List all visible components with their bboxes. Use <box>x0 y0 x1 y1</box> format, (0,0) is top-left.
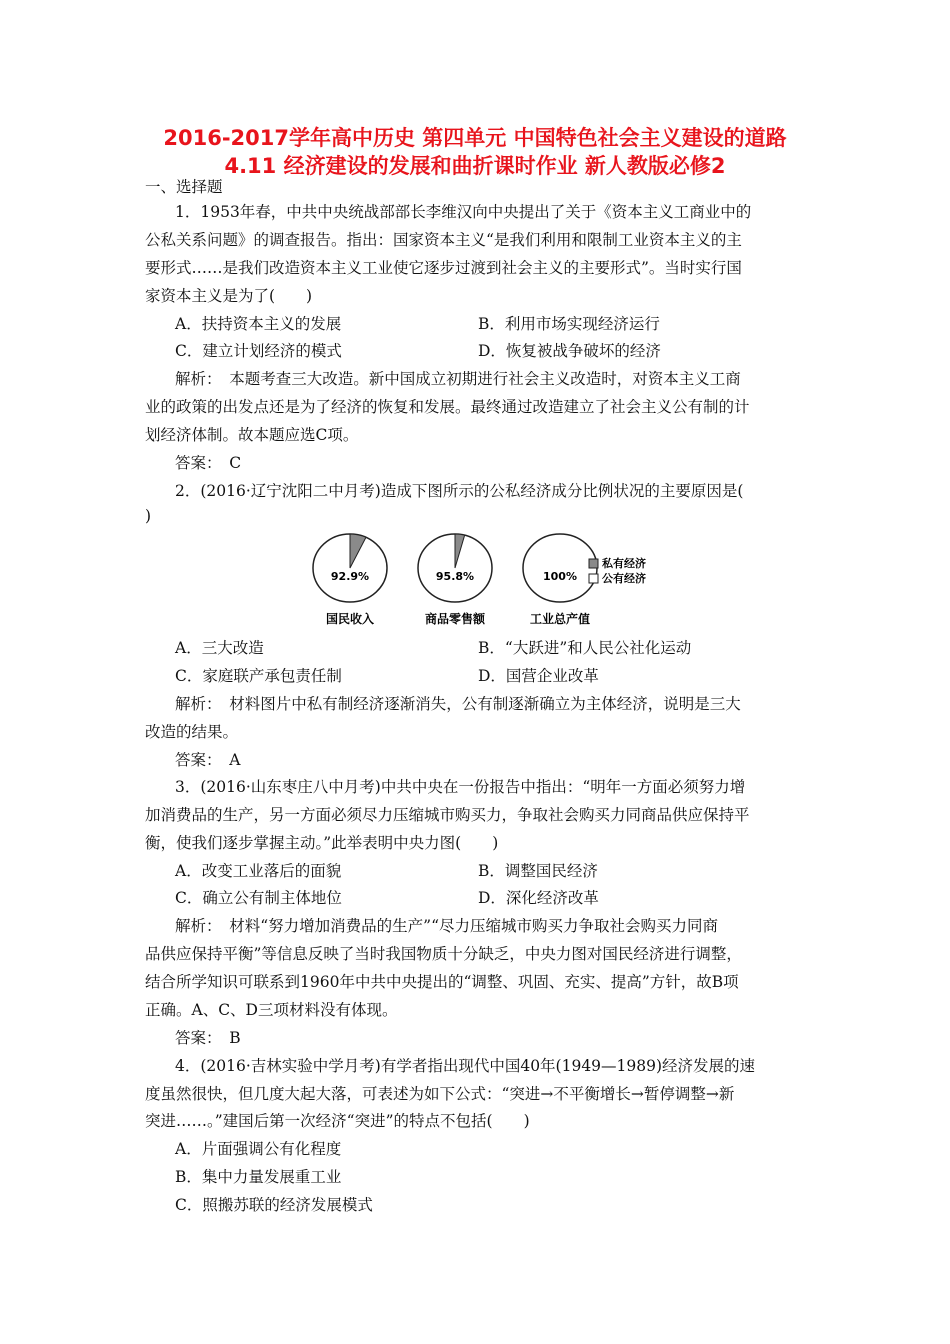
q3-analysis-line: 解析： 材料“努力增加消费品的生产”“尽力压缩城市购买力争取社会购买力同商 <box>175 917 719 935</box>
q1-answer: 答案： C <box>175 454 242 472</box>
pie-value-label: 95.8% <box>435 570 475 583</box>
q1-stem-line: 1．1953年春，中共中央统战部部长李维汉向中央提出了关于《资本主义工商业中的 <box>175 203 752 221</box>
q2-option-c: C．家庭联产承包责任制 <box>175 667 342 685</box>
q1-option-b: B．利用市场实现经济运行 <box>478 315 660 333</box>
pie-category-label: 商品零售额 <box>424 612 486 626</box>
q4-stem-line: 突进……。”建国后第一次经济“突进”的特点不包括( ) <box>145 1112 530 1130</box>
section-heading: 一、选择题 <box>145 178 223 196</box>
q2-option-b: B．“大跃进”和人民公社化运动 <box>478 639 692 657</box>
q3-option-d: D．深化经济改革 <box>478 889 599 907</box>
pie-slice-public <box>523 534 597 602</box>
q1-option-d: D．恢复被战争破坏的经济 <box>478 342 661 360</box>
q1-option-a: A．扶持资本主义的发展 <box>175 315 342 333</box>
q1-stem-line: 要形式……是我们改造资本主义工业使它逐步过渡到社会主义的主要形式”。当时实行国 <box>145 259 742 277</box>
q1-stem-line: 家资本主义是为了( ) <box>145 287 313 305</box>
q1-option-c: C．建立计划经济的模式 <box>175 342 342 360</box>
q2-option-a: A．三大改造 <box>175 639 264 657</box>
q3-answer: 答案： B <box>175 1029 241 1047</box>
q3-stem-line: 3．(2016·山东枣庄八中月考)中共中央在一份报告中指出：“明年一方面必须努力增 <box>175 778 746 796</box>
legend-swatch-public <box>589 574 598 583</box>
document-title-line2: 4.11 经济建设的发展和曲折课时作业 新人教版必修2 <box>224 154 726 178</box>
pie-value-label: 100% <box>543 570 577 583</box>
pie-category-label: 国民收入 <box>325 612 375 626</box>
q3-analysis-line: 结合所学知识可联系到1960年中共中央提出的“调整、巩固、充实、提高”方针，故B项 <box>145 973 739 991</box>
q4-stem-line: 4．(2016·吉林实验中学月考)有学者指出现代中国40年(1949—1989)经济发展的速 <box>175 1057 756 1075</box>
pie-category-label: 工业总产值 <box>529 612 591 626</box>
q3-stem-line: 衡，使我们逐步掌握主动。”此举表明中央力图( ) <box>145 834 499 852</box>
q1-analysis-line: 业的政策的出发点还是为了经济的恢复和发展。最终通过改造建立了社会主义公有制的计 <box>145 398 750 416</box>
q3-analysis-line: 品供应保持平衡”等信息反映了当时我国物质十分缺乏，中央力图对国民经济进行调整， <box>145 945 742 963</box>
q4-option-b: B．集中力量发展重工业 <box>175 1168 342 1186</box>
q2-option-d: D．国营企业改革 <box>478 667 599 685</box>
q1-analysis-line: 划经济体制。故本题应选C项。 <box>145 426 359 444</box>
q4-option-a: A．片面强调公有化程度 <box>175 1140 342 1158</box>
document-title-line1: 2016-2017学年高中历史 第四单元 中国特色社会主义建设的道路 <box>163 126 787 150</box>
q4-stem-line: 度虽然很快，但几度大起大落，可表述为如下公式：“突进→不平衡增长→暂停调整→新 <box>145 1085 735 1103</box>
q4-option-c: C．照搬苏联的经济发展模式 <box>175 1196 373 1214</box>
q3-stem-line: 加消费品的生产，另一方面必须尽力压缩城市购买力，争取社会购买力同商品供应保持平 <box>145 806 750 824</box>
legend-label-private: 私有经济 <box>602 557 646 570</box>
pie-value-label: 92.9% <box>330 570 370 583</box>
q2-analysis-line: 解析： 材料图片中私有制经济逐渐消失，公有制逐渐确立为主体经济，说明是三大 <box>175 695 741 713</box>
q3-option-b: B．调整国民经济 <box>478 862 598 880</box>
q1-stem-line: 公私关系问题》的调查报告。指出：国家资本主义“是我们利用和限制工业资本主义的主 <box>145 231 742 249</box>
pie-chart-figure <box>300 530 680 630</box>
q1-analysis-line: 解析： 本题考查三大改造。新中国成立初期进行社会主义改造时，对资本主义工商 <box>175 370 741 388</box>
legend-label-public: 公有经济 <box>602 572 646 585</box>
q2-stem-line: 2．(2016·辽宁沈阳二中月考)造成下图所示的公私经济成分比例状况的主要原因是( <box>175 482 744 500</box>
q2-stem-line: ) <box>145 507 152 525</box>
q3-option-a: A．改变工业落后的面貌 <box>175 862 342 880</box>
legend-swatch-private <box>589 559 598 568</box>
q2-analysis-line: 改造的结果。 <box>145 723 239 741</box>
q3-analysis-line: 正确。A、C、D三项材料没有体现。 <box>145 1001 398 1019</box>
q3-option-c: C．确立公有制主体地位 <box>175 889 342 907</box>
q2-answer: 答案： A <box>175 751 241 769</box>
